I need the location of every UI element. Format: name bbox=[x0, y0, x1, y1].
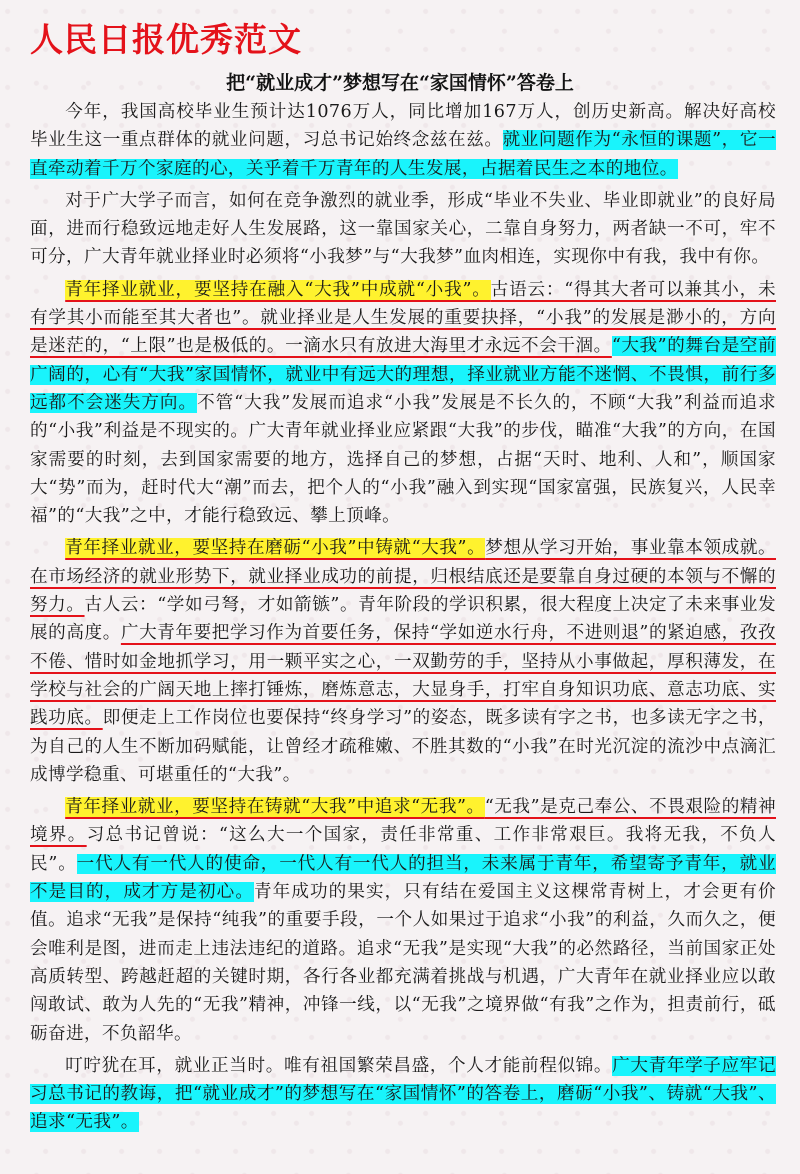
highlighted-segment-yellow-red: 青年择业就业，要坚持在磨砺“小我”中铸就“大我”。 bbox=[65, 538, 486, 559]
highlighted-segment-red: 广大青年要把学习作为首要任务，保持“学如逆水行舟，不进则退”的紧迫感，孜孜不倦、惜时如金地抓学习，用一颗平实之心，一双勤劳的手，坚持从小事做起，厚积薄发，在学校与社会的广阔天地上摔打锤炼，磨炼意志，大显身手，打牢自身知识功底、意志功底、实践功底。 bbox=[30, 623, 776, 729]
highlighted-segment-red: “无我”是克己奉公、不畏艰险的精神境界。 bbox=[30, 797, 776, 846]
text-segment: 叮咛犹在耳，就业正当时。唯有祖国繁荣昌盛，个人才能前程似锦。 bbox=[65, 1055, 613, 1076]
highlighted-segment-cyan: 广大青年学子应牢记习总书记的教诲，把“就业成才”的梦想写在“家国情怀”的答卷上，磨砺“小我”、铸就“大我”、追求“无我”。 bbox=[30, 1055, 776, 1133]
paragraph-5 bbox=[30, 793, 776, 1048]
article-body bbox=[30, 98, 776, 1141]
highlighted-segment-cyan: “大我”的舞台是空前广阔的，心有“大我”家国情怀，就业中有远大的理想，择业就业方能不迷惘、不畏惧，前行多远都不会迷失方向。 bbox=[30, 336, 776, 413]
highlighted-segment-yellow-red: 青年择业就业，要坚持在铸就“大我”中追求“无我”。 bbox=[65, 797, 485, 818]
highlighted-segment-yellow-red: 青年择业就业，要坚持在融入“大我”中成就“小我”。 bbox=[65, 279, 491, 300]
text-segment: 不管“大我”发展而追求“小我”发展是不长久的，不顾“大我”利益而追求的“小我”利益是不现实的。广大青年就业择业应紧跟“大我”的步伐，瞄准“大我”的方向，在国家需要的时刻，去到国家需要的地方，选择自己的梦想，占据“天时、地利、人和”，顺国家大“势”而为，赶时代大“潮”而去，把个人的“小我”融入到实现“国家富强，民族复兴，人民幸福”的“大我”之中，才能行稳致远、攀上顶峰。 bbox=[30, 392, 776, 527]
paragraph-4 bbox=[30, 534, 776, 789]
highlighted-segment-cyan: 就业问题作为“永恒的课题”，它一直牵动着千万个家庭的心，关乎着千万青年的人生发展，占据着民生之本的地位。 bbox=[30, 130, 777, 179]
text-segment: 即便走上工作岗位也要保持“终身学习”的姿态，既多读有字之书，也多读无字之书，为自己的人生不断加码赋能，让曾经才疏稚嫩、不胜其数的“小我”在时光沉淀的流沙中点滴汇成博学稳重、可堪重任的“大我”。 bbox=[30, 708, 776, 785]
text-segment: 对于广大学子而言，如何在竞争激烈的就业季，形成“毕业不失业、毕业即就业”的良好局面，进而行稳致远地走好人生发展路，这一靠国家关心，二靠自身努力，两者缺一不可，牢不可分，广大青年就业择业时必须将“小我梦”与“大我梦”血肉相连，实现你中有我，我中有你。 bbox=[30, 190, 776, 268]
paragraph-6 bbox=[30, 1052, 776, 1137]
text-segment: 习总书记曾说：“这么大一个国家，责任非常重、工作非常艰巨。我将无我，不负人民”。 bbox=[30, 825, 776, 874]
text-segment: 古人云：“学如弓弩，才如箭镞”。青年阶段的学识积累，很大程度上决定了未来事业发展的高度。 bbox=[30, 595, 777, 644]
paragraph-1 bbox=[30, 98, 776, 183]
paragraph-3 bbox=[30, 276, 776, 531]
text-segment: 今年，我国高校毕业生预计达1076万人，同比增加167万人，创历史新高。解决好高校毕业生这一重点群体的就业问题，习总书记始终念兹在兹。 bbox=[30, 102, 776, 151]
paragraph-2 bbox=[30, 187, 776, 272]
brand-heading: 人民日报优秀范文 bbox=[30, 20, 302, 59]
highlighted-segment-red: 古语云：“得其大者可以兼其小，未有学其小而能至其大者也”。就业择业是人生发展的重要抉择，“小我”的发展是渺小的，方向是迷茫的，“上限”也是极低的。一滴水只有放进大海里才永远不会干涸。 bbox=[30, 279, 776, 357]
article-title: 把“就业成才”梦想写在“家国情怀”答卷上 bbox=[226, 72, 574, 94]
text-segment: 青年成功的果实，只有结在爱国主义这棵常青树上，才会更有价值。追求“无我”是保持“纯我”的重要手段，一个人如果过于追求“小我”的利益，久而久之，便会唯利是图，进而走上违法违纪的道路。追求“无我”是实现“大我”的必然路径，当前国家正处高质转型、跨越赶超的关键时期，各行各业都充满着挑战与机遇，广大青年在就业择业应以敢闯敢试、敢为人先的“无我”精神，冲锋一线，以“无我”之境界做“有我”之作为，担责前行，砥砺奋进，不负韶华。 bbox=[30, 882, 776, 1044]
highlighted-segment-cyan: 一代人有一代人的使命，一代人有一代人的担当，未来属于青年，希望寄予青年，就业不是目的，成才方是初心。 bbox=[30, 853, 776, 903]
highlighted-segment-red: 梦想从学习开始，事业靠本领成就。在市场经济的就业形势下，就业择业成功的前提，归根结底还是要靠自身过硬的本领与不懈的努力。 bbox=[30, 538, 776, 616]
